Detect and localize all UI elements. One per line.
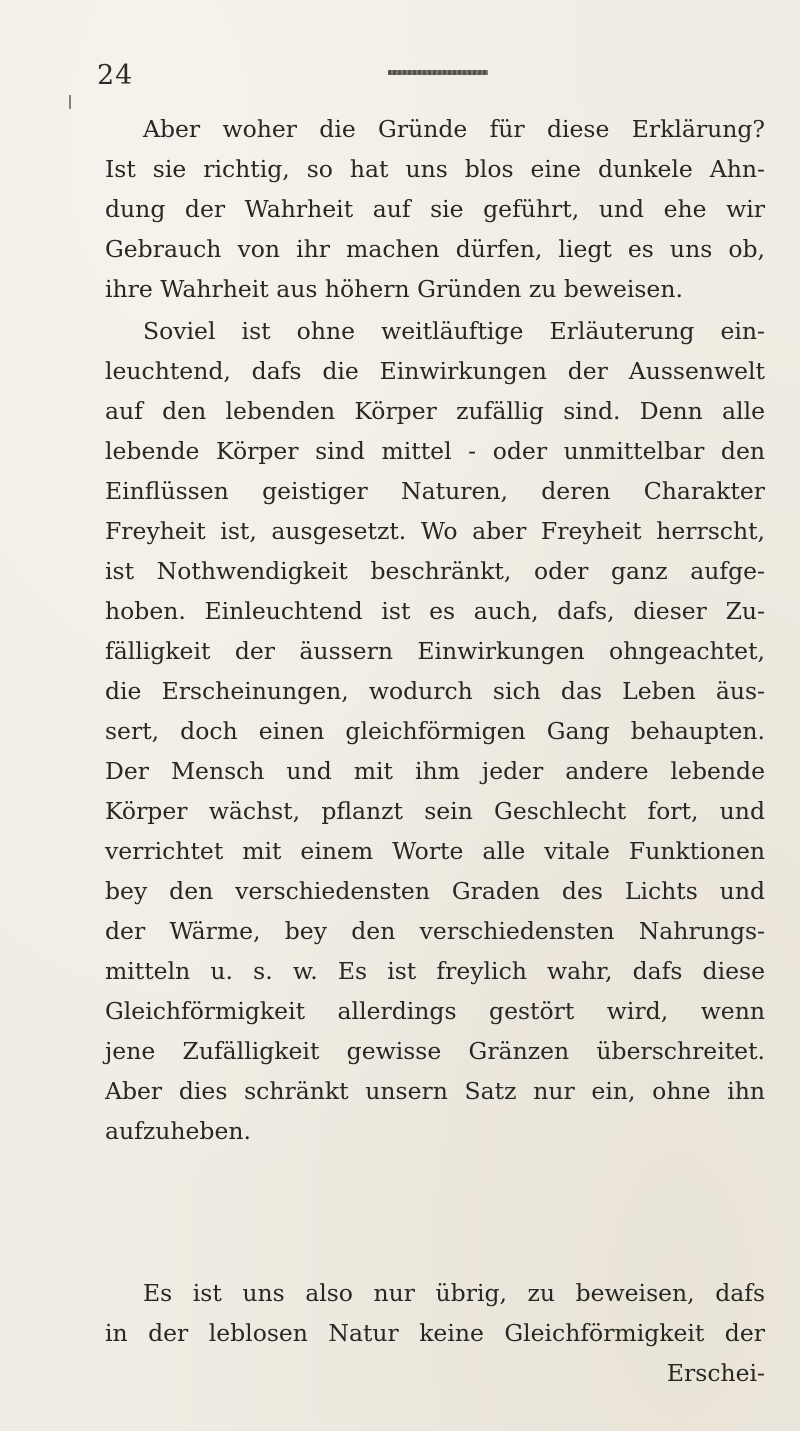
text-line: lebende Körper sind mittel - oder unmittelbar den [105,437,765,465]
text-line: hoben. Einleuchtend ist es auch, dafs, dieser Zu- [105,597,765,625]
text-line: leuchtend, dafs die Einwirkungen der Aussenwelt [105,357,765,385]
text-line: Der Mensch und mit ihm jeder andere lebende [105,757,765,785]
paragraph-2 [105,311,765,1151]
text-line: Körper wächst, pflanzt sein Geschlecht fort, und [105,797,765,825]
margin-mark [69,95,71,109]
text-line: Einflüssen geistiger Naturen, deren Charakter [105,477,765,505]
text-line: Gebrauch von ihr machen dürfen, liegt es uns ob, [105,235,765,263]
text-line: die Erscheinungen, wodurch sich das Leben äus- [105,677,765,705]
text-line: aufzuheben. [105,1117,251,1145]
text-line: Gleichförmigkeit allerdings gestört wird, wenn [105,997,765,1025]
text-line: jene Zufälligkeit gewisse Gränzen überschreitet. [105,1037,765,1065]
text-line: auf den lebenden Körper zufällig sind. Denn alle [105,397,765,425]
header-ornament-rule [388,70,488,75]
text-line: in der leblosen Natur keine Gleichförmigkeit der [105,1319,765,1347]
paragraph-3 [105,1273,765,1393]
text-line: Ist sie richtig, so hat uns blos eine dunkele Ahn- [105,155,765,183]
text-line: Es ist uns also nur übrig, zu beweisen, dafs [143,1279,765,1307]
text-line: sert, doch einen gleichförmigen Gang behaupten. [105,717,765,745]
text-line: der Wärme, bey den verschiedensten Nahrungs- [105,917,765,945]
text-line: fälligkeit der äussern Einwirkungen ohngeachtet, [105,637,765,665]
catchword: Erschei- [666,1359,765,1387]
text-line: Freyheit ist, ausgesetzt. Wo aber Freyheit herrscht, [105,517,765,545]
text-line: mitteln u. s. w. Es ist freylich wahr, dafs diese [105,957,765,985]
page-number: 24 [97,60,134,91]
text-line: verrichtet mit einem Worte alle vitale Funktionen [105,837,765,865]
text-line: ist Nothwendigkeit beschränkt, oder ganz aufge- [105,557,765,585]
text-line: Aber woher die Gründe für diese Erklärung? [143,115,765,143]
text-line: bey den verschiedensten Graden des Lichts und [105,877,765,905]
paragraph-1 [105,109,765,309]
text-line: ihre Wahrheit aus höhern Gründen zu beweisen. [105,275,683,303]
text-line: Soviel ist ohne weitläuftige Erläuterung ein- [143,317,765,345]
text-line: Aber dies schränkt unsern Satz nur ein, ohne ihn [105,1077,765,1105]
text-line: dung der Wahrheit auf sie geführt, und ehe wir [105,195,765,223]
